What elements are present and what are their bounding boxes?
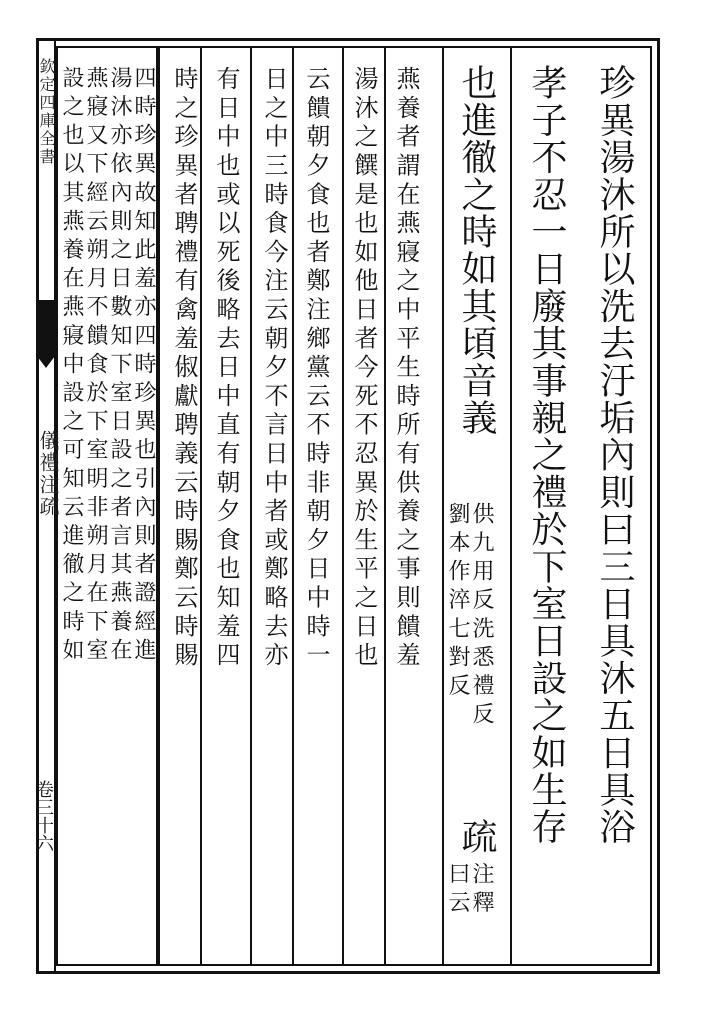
column-rule bbox=[342, 46, 344, 966]
text-column-1: 珍異湯沐所以洗去汙垢內則曰三日具沐五日具浴 bbox=[594, 64, 635, 846]
text-column-4: 燕養者謂在燕寢之中平生時所有供養之事則饋羞 bbox=[392, 66, 420, 671]
text-column-3-shu-left: 曰云 bbox=[445, 862, 470, 920]
margin-book-title: 儀禮注疏 bbox=[36, 430, 60, 518]
text-column-9: 時之珍異者聘禮有禽羞俶獻聘義云時賜鄭云時賜 bbox=[170, 66, 198, 671]
text-column-12: 燕寢又下經云朔月不饋食於下室明非朔月在下室 bbox=[83, 66, 108, 667]
text-column-5: 湯沐之饌是也如他日者今死不忍異於生平之日也 bbox=[350, 66, 378, 671]
margin-top-label: 欽定四庫全書 bbox=[37, 58, 56, 166]
fish-tail-mark-icon bbox=[37, 300, 55, 356]
margin-folio: 卷三十六 bbox=[33, 780, 54, 852]
text-column-7: 日之中三時食今注云朝夕不言日中者或鄭略去亦 bbox=[260, 66, 288, 671]
text-column-3-shu: 疏 bbox=[456, 818, 497, 856]
column-rule bbox=[158, 46, 160, 966]
text-column-3-main: 也進徹之時如其頃音義 bbox=[456, 64, 497, 436]
text-column-10: 四時珍異故知此羞亦四時珍異也引內則者證經進 bbox=[131, 66, 156, 667]
text-column-11: 湯沐亦依內則之日數知下室日設之者言其燕養在 bbox=[107, 66, 132, 667]
text-column-3-shu-right: 注釋 bbox=[469, 862, 494, 920]
fish-tail-point-icon bbox=[37, 356, 55, 368]
column-rule bbox=[156, 46, 158, 966]
text-column-8: 有日中也或以死後略去日中直有朝夕食也知羞四 bbox=[212, 66, 240, 671]
text-column-2: 孝子不忍一日廢其事親之禮於下室日設之如生存 bbox=[526, 64, 567, 846]
column-rule bbox=[384, 46, 386, 966]
column-rule bbox=[250, 46, 252, 966]
column-rule bbox=[510, 46, 512, 966]
text-column-3-note-left: 劉本作淬七對反 bbox=[445, 502, 470, 703]
column-rule bbox=[292, 46, 294, 966]
text-column-6: 云饋朝夕食也者鄭注鄉黨云不時非朝夕日中時一 bbox=[302, 66, 330, 671]
text-column-3-note-right: 供九用反洗悉禮反 bbox=[469, 502, 494, 731]
text-column-13: 設之也以其燕養在燕寢中設之可知云進徹之時如 bbox=[59, 66, 84, 667]
column-rule bbox=[200, 46, 202, 966]
column-rule bbox=[442, 46, 444, 966]
